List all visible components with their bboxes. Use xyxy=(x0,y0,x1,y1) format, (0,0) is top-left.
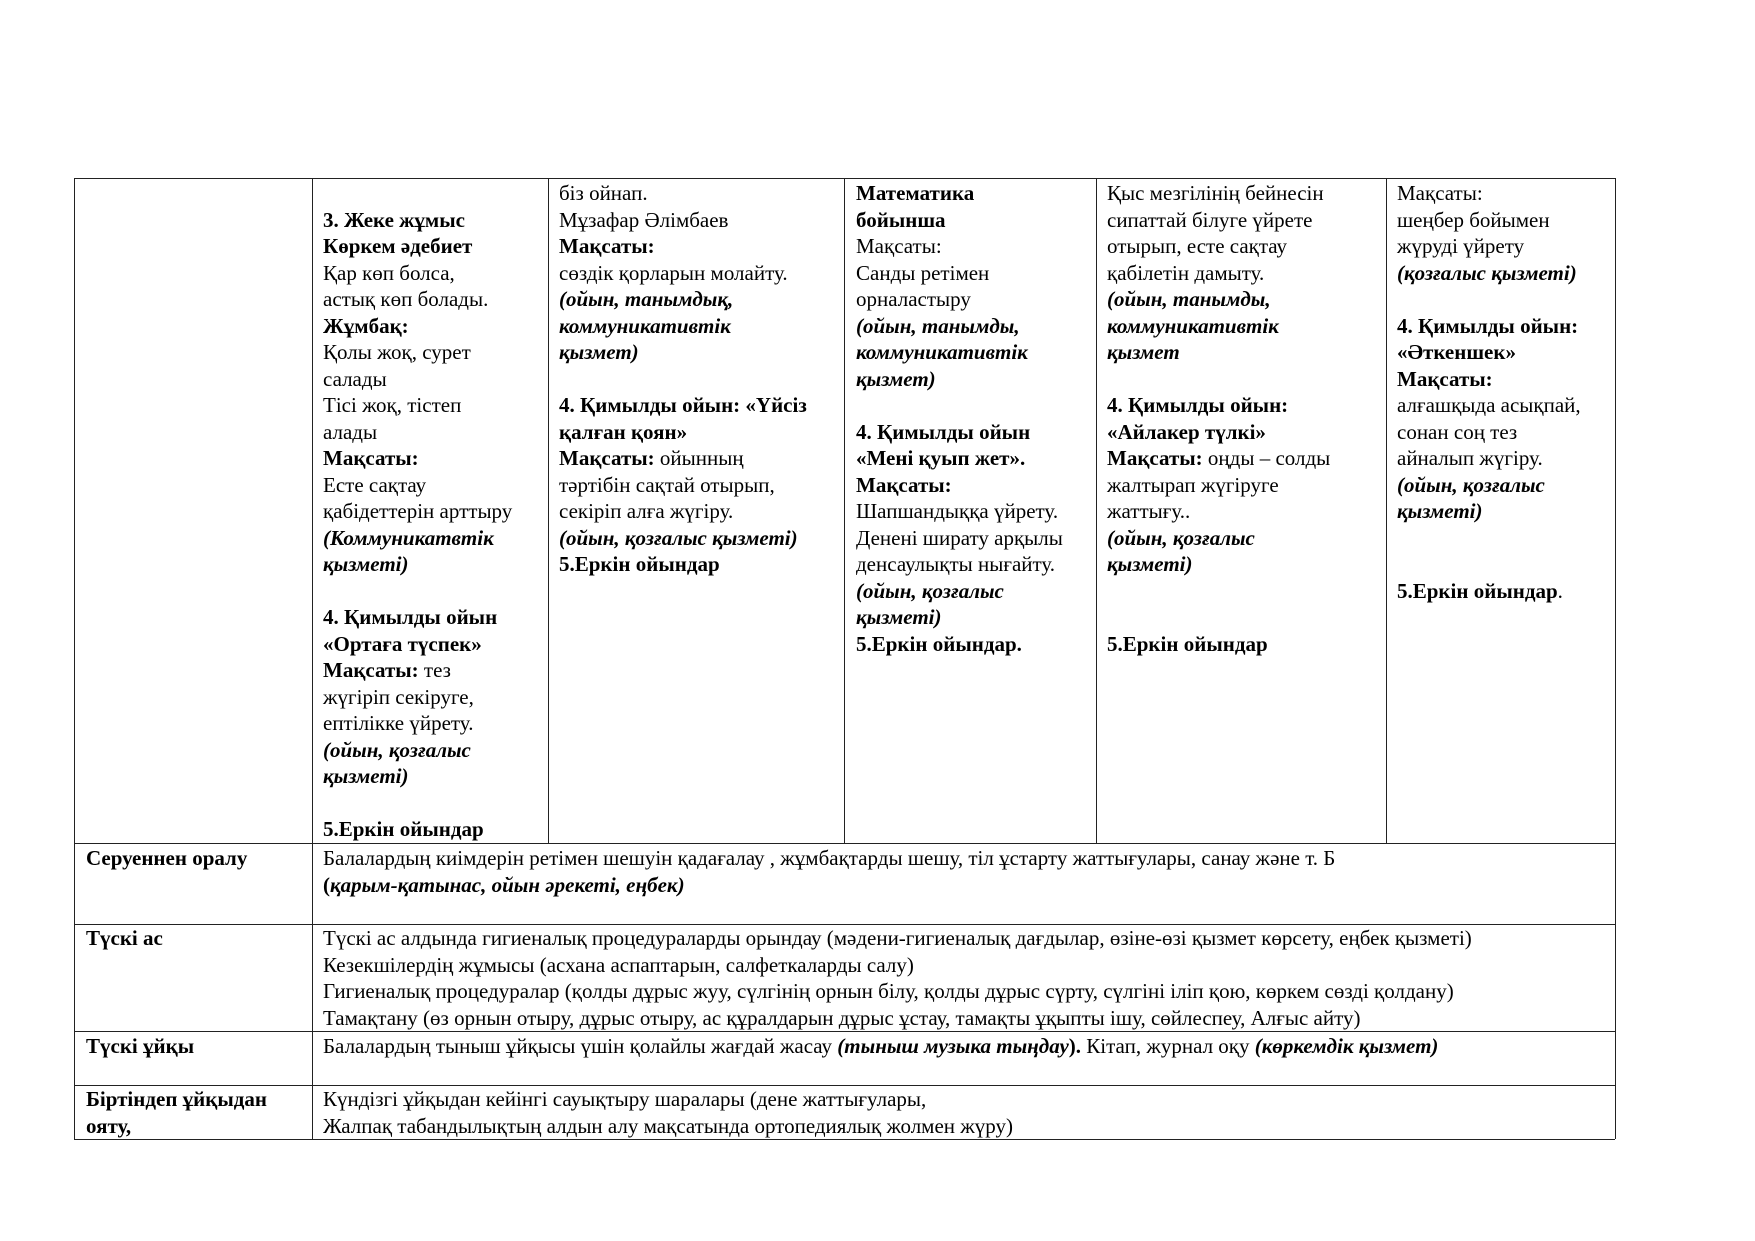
bold-run: Мақсаты: xyxy=(323,658,419,682)
text-line: қызметі) xyxy=(856,605,942,629)
text-line: тәртібін сақтай отырып, xyxy=(559,472,775,497)
text-line: қызмет xyxy=(1107,340,1180,364)
text-line xyxy=(1397,286,1581,313)
text-line: (ойын, танымдық, xyxy=(559,287,734,311)
row-divider xyxy=(74,843,1615,844)
column-divider xyxy=(312,178,313,1139)
text-line: Шапшандыққа үйрету. xyxy=(856,499,1059,523)
text-line: қабідеттерін арттыру xyxy=(323,499,513,523)
text-line: Есте сақтау xyxy=(323,472,427,497)
text-line: Математика xyxy=(856,181,975,205)
nap-line: Балалардың тыныш ұйқысы үшін қолайлы жағдай жасау (тыныш музыка тыңдау). Кітап, журнал оқу (көркемдік қызмет) xyxy=(323,1034,1439,1058)
text-line: коммуникативтік xyxy=(856,340,1028,364)
text-line: «Ортаға түспек» xyxy=(323,631,482,656)
text-line: бойынша xyxy=(856,207,946,232)
text-line xyxy=(323,657,512,684)
text-line: Қыс мезгілінің бейнесін xyxy=(1107,181,1324,205)
column-divider xyxy=(844,178,845,843)
row-label-return: Серуеннен оралу xyxy=(86,846,248,870)
text-line: Мұзафар Әлімбаев xyxy=(559,207,729,232)
text-line: 5.Еркін ойындар xyxy=(1107,631,1268,656)
text-line: қабілетін дамыту. xyxy=(1107,260,1265,285)
lunch-line: Кезекшілердің жұмысы (асхана аспаптарын, салфеткаларды салу) xyxy=(323,952,914,977)
text-line: Көркем әдебиет xyxy=(323,234,473,258)
text-line: жүруді үйрету xyxy=(1397,234,1525,258)
activity-cell-math xyxy=(856,180,1063,657)
text-line: секіріп алға жүгіру. xyxy=(559,499,734,523)
column-divider xyxy=(1386,178,1387,843)
text-line: қызметі) xyxy=(1107,552,1193,576)
regular-run: оңды – солды xyxy=(1202,446,1331,470)
text-line: қызметі) xyxy=(323,764,409,788)
text-line: 5.Еркін ойындар xyxy=(559,552,720,576)
text-line: 5.Еркін ойындар. xyxy=(856,631,1022,656)
text-line: «Әткеншек» xyxy=(1397,340,1516,364)
text-line: Санды ретімен xyxy=(856,260,990,285)
text-line: айналып жүгіру. xyxy=(1397,446,1543,470)
text-line: Мақсаты: xyxy=(856,234,942,258)
text-line: алады xyxy=(323,419,378,444)
text-line: біз ойнап. xyxy=(559,181,648,205)
text-line: Қар көп болса, xyxy=(323,260,455,285)
row-divider xyxy=(74,1031,1615,1032)
text-line: 4. Қимылды ойын: xyxy=(1107,393,1289,417)
text-line: денсаулықты нығайту. xyxy=(856,552,1056,576)
text-line: Денені ширату арқылы xyxy=(856,525,1063,550)
table-border-bottom xyxy=(74,1139,1615,1140)
table-border-right xyxy=(1615,178,1616,1139)
text-line: 4. Қимылды ойын xyxy=(856,419,1031,444)
activity-cell-individual-work xyxy=(323,180,512,843)
text-line: (ойын, қозғалыс xyxy=(1107,525,1255,550)
text-line: (ойын, танымды, xyxy=(856,313,1020,338)
text-line: салады xyxy=(323,366,387,391)
text-line: қалған қоян» xyxy=(559,419,688,444)
text-line: Мақсаты: xyxy=(1397,181,1483,205)
return-line-1: Балалардың киімдерін ретімен шешуін қадағалау , жұмбақтарды шешу, тіл ұстарту жаттығулары, санау және т. Б xyxy=(323,846,1336,870)
text-line: 5.Еркін ойындар xyxy=(323,817,484,841)
lunch-line: Гигиеналық процедуралар (қолды дұрыс жуу, сүлгінің орнын білу, қолды дұрыс сүрту, сүлгіні іліп қою, көркем сөзді қолдану) xyxy=(323,979,1454,1003)
text-line xyxy=(559,366,807,393)
bold-run: Мақсаты: xyxy=(559,446,655,470)
text-line xyxy=(1107,604,1330,631)
text-line: Мақсаты: xyxy=(856,472,952,497)
text-line: (ойын, қозғалыс қызметі) xyxy=(559,525,798,550)
column-divider xyxy=(548,178,549,843)
wake-line-2: Жалпақ табандылықтың алдын алу мақсатында ортопедиялық жолмен жүру) xyxy=(323,1113,1013,1138)
text-line xyxy=(1107,578,1330,605)
text-line xyxy=(1397,578,1581,605)
text-line xyxy=(1107,366,1330,393)
text-line: алғашқыда асықпай, xyxy=(1397,393,1581,417)
text-line: отырып, есте сақтау xyxy=(1107,234,1288,258)
text-line: қызмет) xyxy=(559,340,639,364)
lunch-line: Түскі ас алдында гигиеналық процедураларды орындау (мәдени-гигиеналық дағдылар, өзіне-өзі қызмет көрсету, еңбек қызметі) xyxy=(323,926,1472,950)
row-content-lunch xyxy=(323,925,1472,1031)
column-divider xyxy=(1096,178,1097,843)
text-line xyxy=(1397,525,1581,552)
text-line: (ойын, қозғалыс xyxy=(1397,472,1545,497)
activity-cell-circle-walk xyxy=(1397,180,1581,604)
text-line: қызметі) xyxy=(323,552,409,576)
regular-run: тез xyxy=(418,658,451,682)
text-line: Мақсаты: xyxy=(1397,366,1493,391)
activity-cell-poem xyxy=(559,180,807,578)
text-line: астық көп болады. xyxy=(323,287,489,311)
text-line: (ойын, қозғалыс xyxy=(323,737,471,762)
lunch-line: Тамақтану (өз орнын отыру, дұрыс отыру, ас құралдарын дұрыс ұстау, тамақты ұқыпты ішу, сөйлеспеу, Алғыс айту) xyxy=(323,1005,1361,1030)
text-line: (Коммуникатвтік xyxy=(323,525,494,550)
text-line: Қолы жоқ, сурет xyxy=(323,340,471,364)
text-line: 4. Қимылды ойын: xyxy=(1397,313,1579,338)
text-line: Тісі жоқ, тістеп xyxy=(323,393,462,417)
table-border-left xyxy=(74,178,75,1139)
text-line: қызмет) xyxy=(856,366,936,391)
text-line: «Мені қуып жет». xyxy=(856,446,1026,470)
text-line: орналастыру xyxy=(856,287,971,311)
text-line: Мақсаты: xyxy=(559,234,655,258)
text-line: шеңбер бойымен xyxy=(1397,207,1550,232)
text-line xyxy=(1397,551,1581,578)
return-line-2: (қарым-қатынас, ойын әрекеті, еңбек) xyxy=(323,872,685,897)
text-line: жалтырап жүгіруге xyxy=(1107,472,1279,497)
wake-label-line-2: ояту, xyxy=(86,1113,132,1138)
text-line: 4. Қимылды ойын xyxy=(323,605,498,629)
wake-line-1: Күндізгі ұйқыдан кейінгі сауықтыру шаралары (дене жаттығулары, xyxy=(323,1087,927,1111)
text-line: коммуникативтік xyxy=(559,313,731,338)
activity-cell-winter xyxy=(1107,180,1330,657)
row-content-nap xyxy=(323,1033,1438,1060)
text-line: 4. Қимылды ойын: «Үйсіз xyxy=(559,393,807,417)
text-line xyxy=(856,392,1063,419)
text-line: сонан соң тез xyxy=(1397,419,1518,444)
regular-run: . xyxy=(1557,578,1563,603)
text-line: ептілікке үйрету. xyxy=(323,711,474,735)
row-content-wake xyxy=(323,1086,1013,1139)
text-line xyxy=(323,578,512,605)
text-line: жүгіріп секіруге, xyxy=(323,684,474,709)
text-line xyxy=(323,180,512,207)
text-line: Жұмбақ: xyxy=(323,313,409,338)
text-line xyxy=(323,790,512,817)
text-line: коммуникативтік xyxy=(1107,313,1279,338)
bold-run: Мақсаты: xyxy=(1107,446,1203,470)
wake-label-line-1: Біртіндеп ұйқыдан xyxy=(86,1087,267,1111)
row-content-return xyxy=(323,845,1335,898)
row-label-nap: Түскі ұйқы xyxy=(86,1034,195,1058)
text-line: жаттығу.. xyxy=(1107,499,1191,523)
text-line: «Айлакер түлкі» xyxy=(1107,419,1266,444)
text-line: Мақсаты: xyxy=(323,446,419,470)
text-line: сөздік қорларын молайту. xyxy=(559,260,788,285)
bold-run: 5.Еркін ойындар xyxy=(1397,578,1558,603)
text-line xyxy=(559,445,807,472)
text-line: (қозғалыс қызметі) xyxy=(1397,260,1577,285)
text-line: қызметі) xyxy=(1397,499,1483,523)
text-line: 3. Жеке жұмыс xyxy=(323,207,465,232)
text-line: (ойын, танымды, xyxy=(1107,287,1271,311)
row-label-wake xyxy=(86,1086,267,1139)
text-line: сипаттай білуге үйрете xyxy=(1107,207,1313,232)
regular-run: ойынның xyxy=(654,446,744,470)
text-line: (ойын, қозғалыс xyxy=(856,578,1004,603)
row-label-lunch: Түскі ас xyxy=(86,926,163,950)
text-line xyxy=(1107,445,1330,472)
